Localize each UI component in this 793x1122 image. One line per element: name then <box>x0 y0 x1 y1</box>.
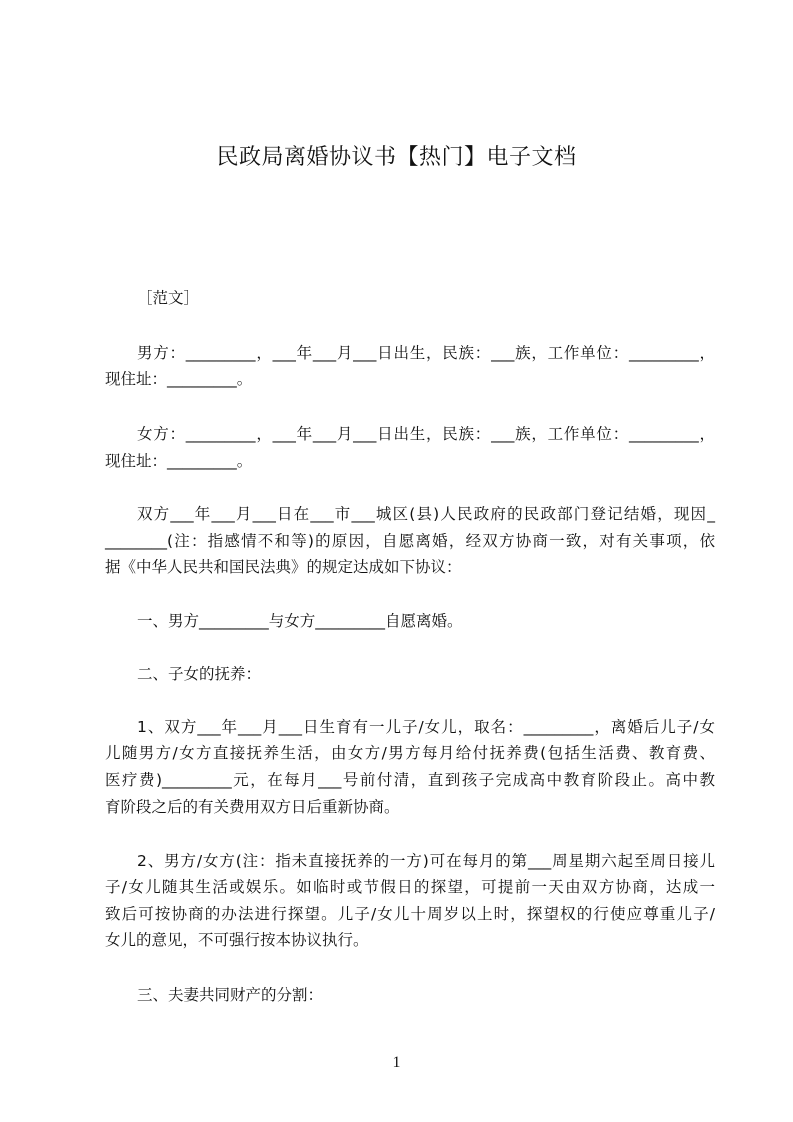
page-number: 1 <box>392 1054 401 1071</box>
male-party-line: 现住址：_________。 <box>105 370 253 388</box>
female-party-line: 现住址：_________。 <box>105 452 253 470</box>
female-party-line: 女方：_________，___年___月___日出生，民族：___族，工作单位：_________， <box>137 425 715 443</box>
clause-1-heading: 一、男方_________与女方_________自愿离婚。 <box>137 612 463 630</box>
marriage-paragraph-line: 据《中华人民共和国民法典》的规定达成如下协议： <box>105 558 462 576</box>
custody-item-1-line: 1、双方___年___月___日生育有一儿子/女儿，取名：_________，离婚后儿子/女 <box>137 718 715 736</box>
custody-item-1-line: 医疗费)_________元，在每月___号前付清，直到孩子完成高中教育阶段止。高中教 <box>105 771 715 789</box>
male-party-line: 男方：_________，___年___月___日出生，民族：___族，工作单位：_________， <box>137 344 715 362</box>
custody-item-2-line: 子/女儿随其生活或娱乐。如临时或节假日的探望，可提前一天由双方协商，达成一 <box>105 878 715 896</box>
document-title: 民政局离婚协议书【热门】电子文档 <box>216 145 577 170</box>
clause-3-heading: 三、夫妻共同财产的分割： <box>137 986 324 1004</box>
custody-item-1-line: 育阶段之后的有关费用双方日后重新协商。 <box>105 798 400 816</box>
custody-item-1-line: 儿随男方/女方直接抚养生活，由女方/男方每月给付抚养费(包括生活费、教育费、 <box>105 744 715 762</box>
sample-label: ［范文］ <box>137 289 200 307</box>
custody-item-2-line: 2、男方/女方(注：指未直接抚养的一方)可在每月的第___周星期六起至周日接儿 <box>137 852 715 870</box>
custody-item-2-line: 女儿的意见，不可强行按本协议执行。 <box>105 931 369 949</box>
custody-item-2-line: 致后可按协商的办法进行探望。儿子/女儿十周岁以上时，探望权的行使应尊重儿子/ <box>105 905 715 923</box>
clause-2-heading: 二、子女的抚养： <box>137 665 262 683</box>
marriage-paragraph-line: 双方___年___月___日在___市___城区(县)人民政府的民政部门登记结婚，现因_ <box>137 505 715 523</box>
marriage-paragraph-line: ________(注：指感情不和等)的原因，自愿离婚，经双方协商一致，对有关事项，依 <box>105 532 715 550</box>
